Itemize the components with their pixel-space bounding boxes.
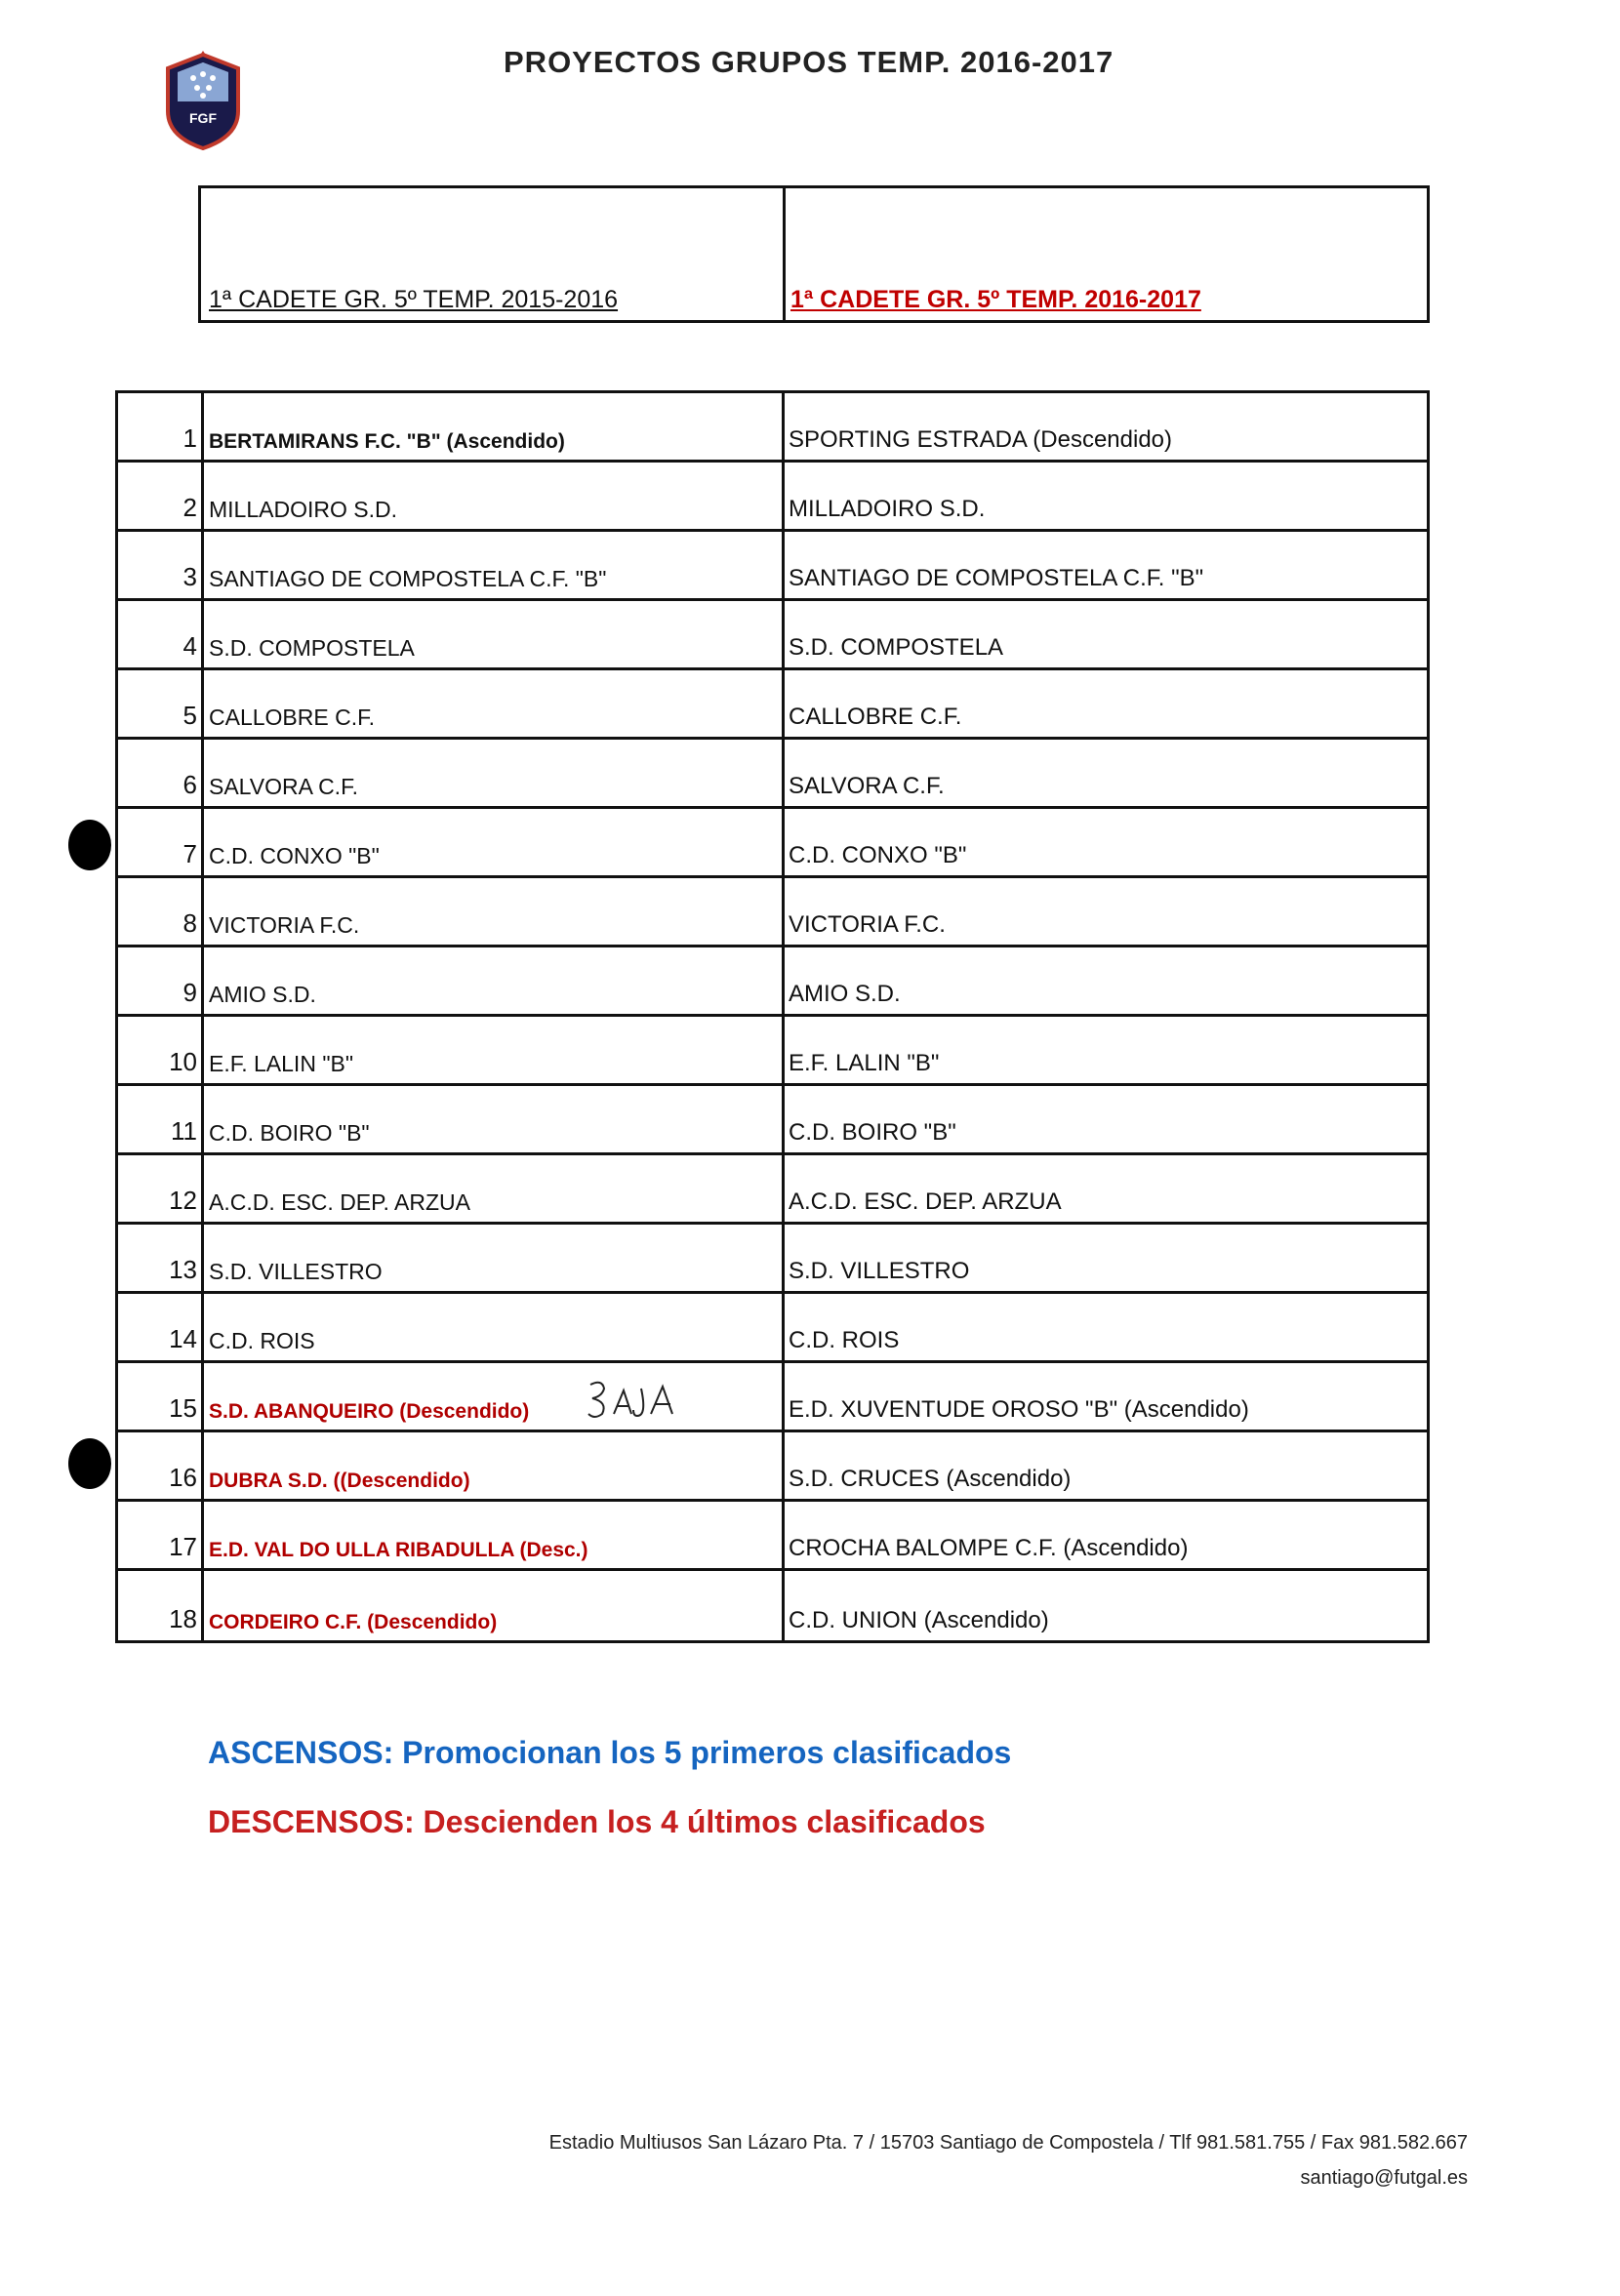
row-number: 5 [118, 670, 204, 737]
previous-team: SALVORA C.F. [204, 740, 785, 806]
row-number: 9 [118, 947, 204, 1014]
svg-text:FGF: FGF [189, 110, 217, 126]
table-row [118, 393, 1427, 463]
row-number: 1 [118, 393, 204, 460]
row-number: 10 [118, 1017, 204, 1083]
previous-team-label: S.D. ABANQUEIRO (Descendido) [209, 1400, 530, 1423]
table-row [118, 1502, 1427, 1571]
footer-address: Estadio Multiusos San Lázaro Pta. 7 / 15703 Santiago de Compostela / Tlf 981.581.755 / Fax 981.582.667 [548, 2132, 1468, 2154]
row-number: 17 [118, 1502, 204, 1568]
row-number: 14 [118, 1294, 204, 1360]
table-row [118, 601, 1427, 670]
table-row [118, 1432, 1427, 1502]
table-row [118, 1155, 1427, 1225]
row-number: 13 [118, 1225, 204, 1291]
row-number: 16 [118, 1432, 204, 1499]
column-divider [783, 188, 786, 320]
row-number: 18 [118, 1571, 204, 1640]
row-number: 6 [118, 740, 204, 806]
row-number: 2 [118, 463, 204, 529]
season-header-table [198, 185, 1430, 323]
row-number: 4 [118, 601, 204, 667]
current-team: E.F. LALIN "B" [789, 1050, 940, 1076]
previous-team: DUBRA S.D. ((Descendido) [204, 1432, 785, 1499]
current-team: SALVORA C.F. [789, 773, 945, 799]
table-row [118, 670, 1427, 740]
current-team: SANTIAGO DE COMPOSTELA C.F. "B" [789, 565, 1204, 591]
previous-team: SANTIAGO DE COMPOSTELA C.F. "B" [204, 532, 785, 598]
current-season-header: 1ª CADETE GR. 5º TEMP. 2016-2017 [790, 286, 1201, 313]
groups-table [115, 390, 1430, 1643]
current-team: CALLOBRE C.F. [789, 704, 962, 730]
current-team: S.D. VILLESTRO [789, 1258, 970, 1284]
current-team: SPORTING ESTRADA (Descendido) [789, 426, 1173, 453]
row-number: 12 [118, 1155, 204, 1222]
table-row [118, 947, 1427, 1017]
previous-team: MILLADOIRO S.D. [204, 463, 785, 529]
table-row [118, 1225, 1427, 1294]
previous-team: A.C.D. ESC. DEP. ARZUA [204, 1155, 785, 1222]
previous-team [204, 1363, 785, 1430]
previous-team: E.D. VAL DO ULLA RIBADULLA (Desc.) [204, 1502, 785, 1568]
table-row [118, 1017, 1427, 1086]
footer-email: santiago@futgal.es [1300, 2167, 1468, 2189]
table-row [118, 1363, 1427, 1432]
previous-team: CORDEIRO C.F. (Descendido) [204, 1571, 785, 1640]
row-number: 8 [118, 878, 204, 945]
current-team: AMIO S.D. [789, 981, 901, 1007]
previous-team: C.D. ROIS [204, 1294, 785, 1360]
table-row [118, 809, 1427, 878]
current-team: S.D. CRUCES (Ascendido) [789, 1466, 1072, 1492]
previous-team: S.D. VILLESTRO [204, 1225, 785, 1291]
table-row [118, 1294, 1427, 1363]
binder-hole-bottom [68, 1438, 111, 1489]
descensos-note: DESCENSOS: Descienden los 4 últimos clasificados [208, 1804, 986, 1839]
fgf-logo [164, 51, 242, 150]
table-row [118, 1571, 1427, 1640]
previous-team: C.D. BOIRO "B" [204, 1086, 785, 1152]
ascensos-note: ASCENSOS: Promocionan los 5 primeros clasificados [208, 1735, 1012, 1770]
table-row [118, 878, 1427, 947]
binder-hole-top [68, 820, 111, 870]
table-row [118, 1086, 1427, 1155]
current-team: VICTORIA F.C. [789, 911, 946, 938]
current-team: C.D. BOIRO "B" [789, 1119, 956, 1146]
table-row [118, 463, 1427, 532]
current-team: C.D. ROIS [789, 1327, 900, 1353]
current-team: E.D. XUVENTUDE OROSO "B" (Ascendido) [789, 1396, 1249, 1423]
previous-team: BERTAMIRANS F.C. "B" (Ascendido) [204, 393, 785, 460]
current-team: S.D. COMPOSTELA [789, 634, 1004, 661]
page-title: PROYECTOS GRUPOS TEMP. 2016-2017 [504, 45, 1114, 79]
row-number: 15 [118, 1363, 204, 1430]
previous-team: VICTORIA F.C. [204, 878, 785, 945]
previous-team: AMIO S.D. [204, 947, 785, 1014]
previous-season-header: 1ª CADETE GR. 5º TEMP. 2015-2016 [209, 286, 619, 313]
previous-team: C.D. CONXO "B" [204, 809, 785, 875]
previous-team: E.F. LALIN "B" [204, 1017, 785, 1083]
current-team: C.D. UNION (Ascendido) [789, 1607, 1049, 1633]
current-team: CROCHA BALOMPE C.F. (Ascendido) [789, 1535, 1189, 1561]
previous-team: S.D. COMPOSTELA [204, 601, 785, 667]
table-row [118, 740, 1427, 809]
row-number: 3 [118, 532, 204, 598]
current-team: C.D. CONXO "B" [789, 842, 967, 868]
row-number: 7 [118, 809, 204, 875]
table-row [118, 532, 1427, 601]
current-team: MILLADOIRO S.D. [789, 496, 986, 522]
previous-team: CALLOBRE C.F. [204, 670, 785, 737]
handwritten-baja-note [585, 1377, 692, 1422]
row-number: 11 [118, 1086, 204, 1152]
current-team: A.C.D. ESC. DEP. ARZUA [789, 1188, 1062, 1215]
